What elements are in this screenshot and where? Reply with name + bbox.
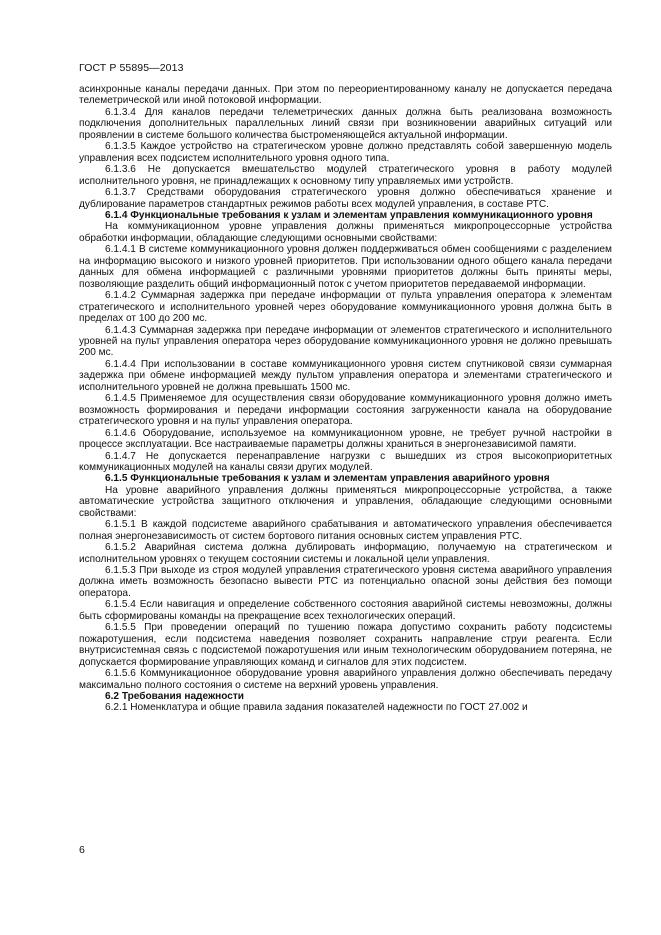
paragraph-6-1-5-5: 6.1.5.5 При проведении операций по тушению пожара допустимо сохранить работу подсистемы пожаротушения, если подсистема наведения позволяет сохранить направление струи реагента. Если внутрисистемная связь с подсистемой пожаротушения или иным технологическим оборудованием потеряна, не допускается формирование управляющих команд и сигналов для этих подсистем.	[79, 622, 612, 668]
paragraph-6-1-3-5: 6.1.3.5 Каждое устройство на стратегическом уровне должно представлять собой завершенную модель управления всех подсистем исполнительного уровня одного типа.	[79, 141, 612, 164]
section-heading-6-1-5: 6.1.5 Функциональные требования к узлам и элементам управления аварийного уровня	[105, 473, 550, 485]
paragraph-6-1-5-1: 6.1.5.1 В каждой подсистеме аварийного срабатывания и автоматического управления обеспечивается полная энергонезависимость от систем бортового питания основных систем управления РТС.	[79, 519, 612, 542]
paragraph-6-1-4-5: 6.1.4.5 Применяемое для осуществления связи оборудование коммуникационного уровня должно иметь возможность формирования и передачи информации состояния загруженности канала на оборудование стратегического уровня и на пульт управления оператора.	[79, 393, 612, 428]
paragraph-6-1-5-3: 6.1.5.3 При выходе из строя модулей управления стратегического уровня система аварийного управления должна иметь возможность безопасно вывести РТС из потенциально опасной зоны действия без помощи оператора.	[79, 565, 612, 599]
paragraph-6-1-4-4: 6.1.4.4 При использовании в составе коммуникационного уровня систем спутниковой связи суммарная задержка при обмене информацией между пультом управления оператора и элементами стратегического и исполнительного уровней не должна превышать 1500 мс.	[79, 358, 612, 393]
paragraph-6-1-3-4: 6.1.3.4 Для каналов передачи телеметрических данных должна быть реализована возможность подключения дополнительных параллельных линий связи при возникновении аварийных ситуаций или проявлении в системе большого количества быстроменяющейся актуальной информации.	[79, 106, 612, 141]
paragraph-6-1-4-intro: На коммуникационном уровне управления должны применяться микропроцессорные устройства обработки информации, обладающие следующими основными свойствами:	[79, 221, 612, 244]
section-heading-6-1-4: 6.1.4 Функциональные требования к узлам и элементам управления коммуникационного уровня	[105, 209, 593, 221]
paragraph-6-1-3-6: 6.1.3.6 Не допускается вмешательство модулей стратегического уровня в работу модулей исполнительного уровня, не принадлежащих к основному типу управляемых ими устройств.	[79, 164, 612, 187]
paragraph-6-1-5-6: 6.1.5.6 Коммуникационное оборудование уровня аварийного управления должно обеспечивать передачу максимально полного состояния о системе на верхний уровень управления.	[79, 668, 612, 691]
page-number: 6	[79, 844, 85, 856]
paragraph-6-1-4-1: 6.1.4.1 В системе коммуникационного уровня должен поддерживаться обмен сообщениями с разделением на информацию высокого и низкого уровней приоритетов. При использовании одного общего канала передачи данных для обмена информацией с различными уровнями приоритетов должны быть приняты меры, позволяющие разделить общий информационный поток с учетом приоритетов передаваемой информации.	[79, 244, 612, 290]
paragraph-6-1-4-6: 6.1.4.6 Оборудование, используемое на коммуникационном уровне, не требует ручной настройки в процессе эксплуатации. Все настраиваемые параметры должны храниться в энергонезависимой памяти.	[79, 427, 612, 451]
paragraph-6-1-5-2: 6.1.5.2 Аварийная система должна дублировать информацию, получаемую на стратегическом и исполнительном уровнях о текущем состоянии системы и локальной цели управления.	[79, 542, 612, 565]
paragraph-6-1-4-3: 6.1.4.3 Суммарная задержка при передаче информации от элементов стратегического и исполнительного уровней на пульт управления оператора через оборудование коммуникационного уровня не должно превышать 200 мс.	[79, 324, 612, 359]
paragraph-6-2-1: 6.2.1 Номенклатура и общие правила задания показателей надежности по ГОСТ 27.002 и	[105, 702, 528, 714]
document-body	[79, 84, 612, 714]
paragraph-continuation: асинхронные каналы передачи данных. При этом по переориентированному каналу не допускается передача телеметрической или иной потоковой информации.	[79, 84, 612, 107]
paragraph-6-1-5-4: 6.1.5.4 Если навигация и определение собственного состояния аварийной системы невозможны, должны быть сформированы команды на прекращение всех технологических операций.	[79, 599, 612, 622]
document-code-header: ГОСТ Р 55895—2013	[79, 62, 184, 74]
paragraph-6-1-5-intro: На уровне аварийного управления должны применяться микропроцессорные устройства, а также автоматические устройства защитного отключения и управления, обладающие следующими основными свойствами:	[79, 484, 612, 519]
section-heading-6-2: 6.2 Требования надежности	[105, 691, 244, 703]
paragraph-6-1-4-7: 6.1.4.7 Не допускается перенаправление нагрузки с вышедших из строя высокоприоритетных коммуникационных модулей на каналы связи других модулей.	[79, 450, 612, 473]
paragraph-6-1-4-2: 6.1.4.2 Суммарная задержка при передаче информации от пульта управления оператора к элементам стратегического и исполнительного уровней через оборудование коммуникационного уровня должна быть в пределах от 100 до 200 мс.	[79, 290, 612, 325]
paragraph-6-1-3-7: 6.1.3.7 Средствами оборудования стратегического уровня должно обеспечиваться хранение и дублирование параметров стандартных режимов работы всех модулей управления, в составе РТС.	[79, 187, 612, 210]
